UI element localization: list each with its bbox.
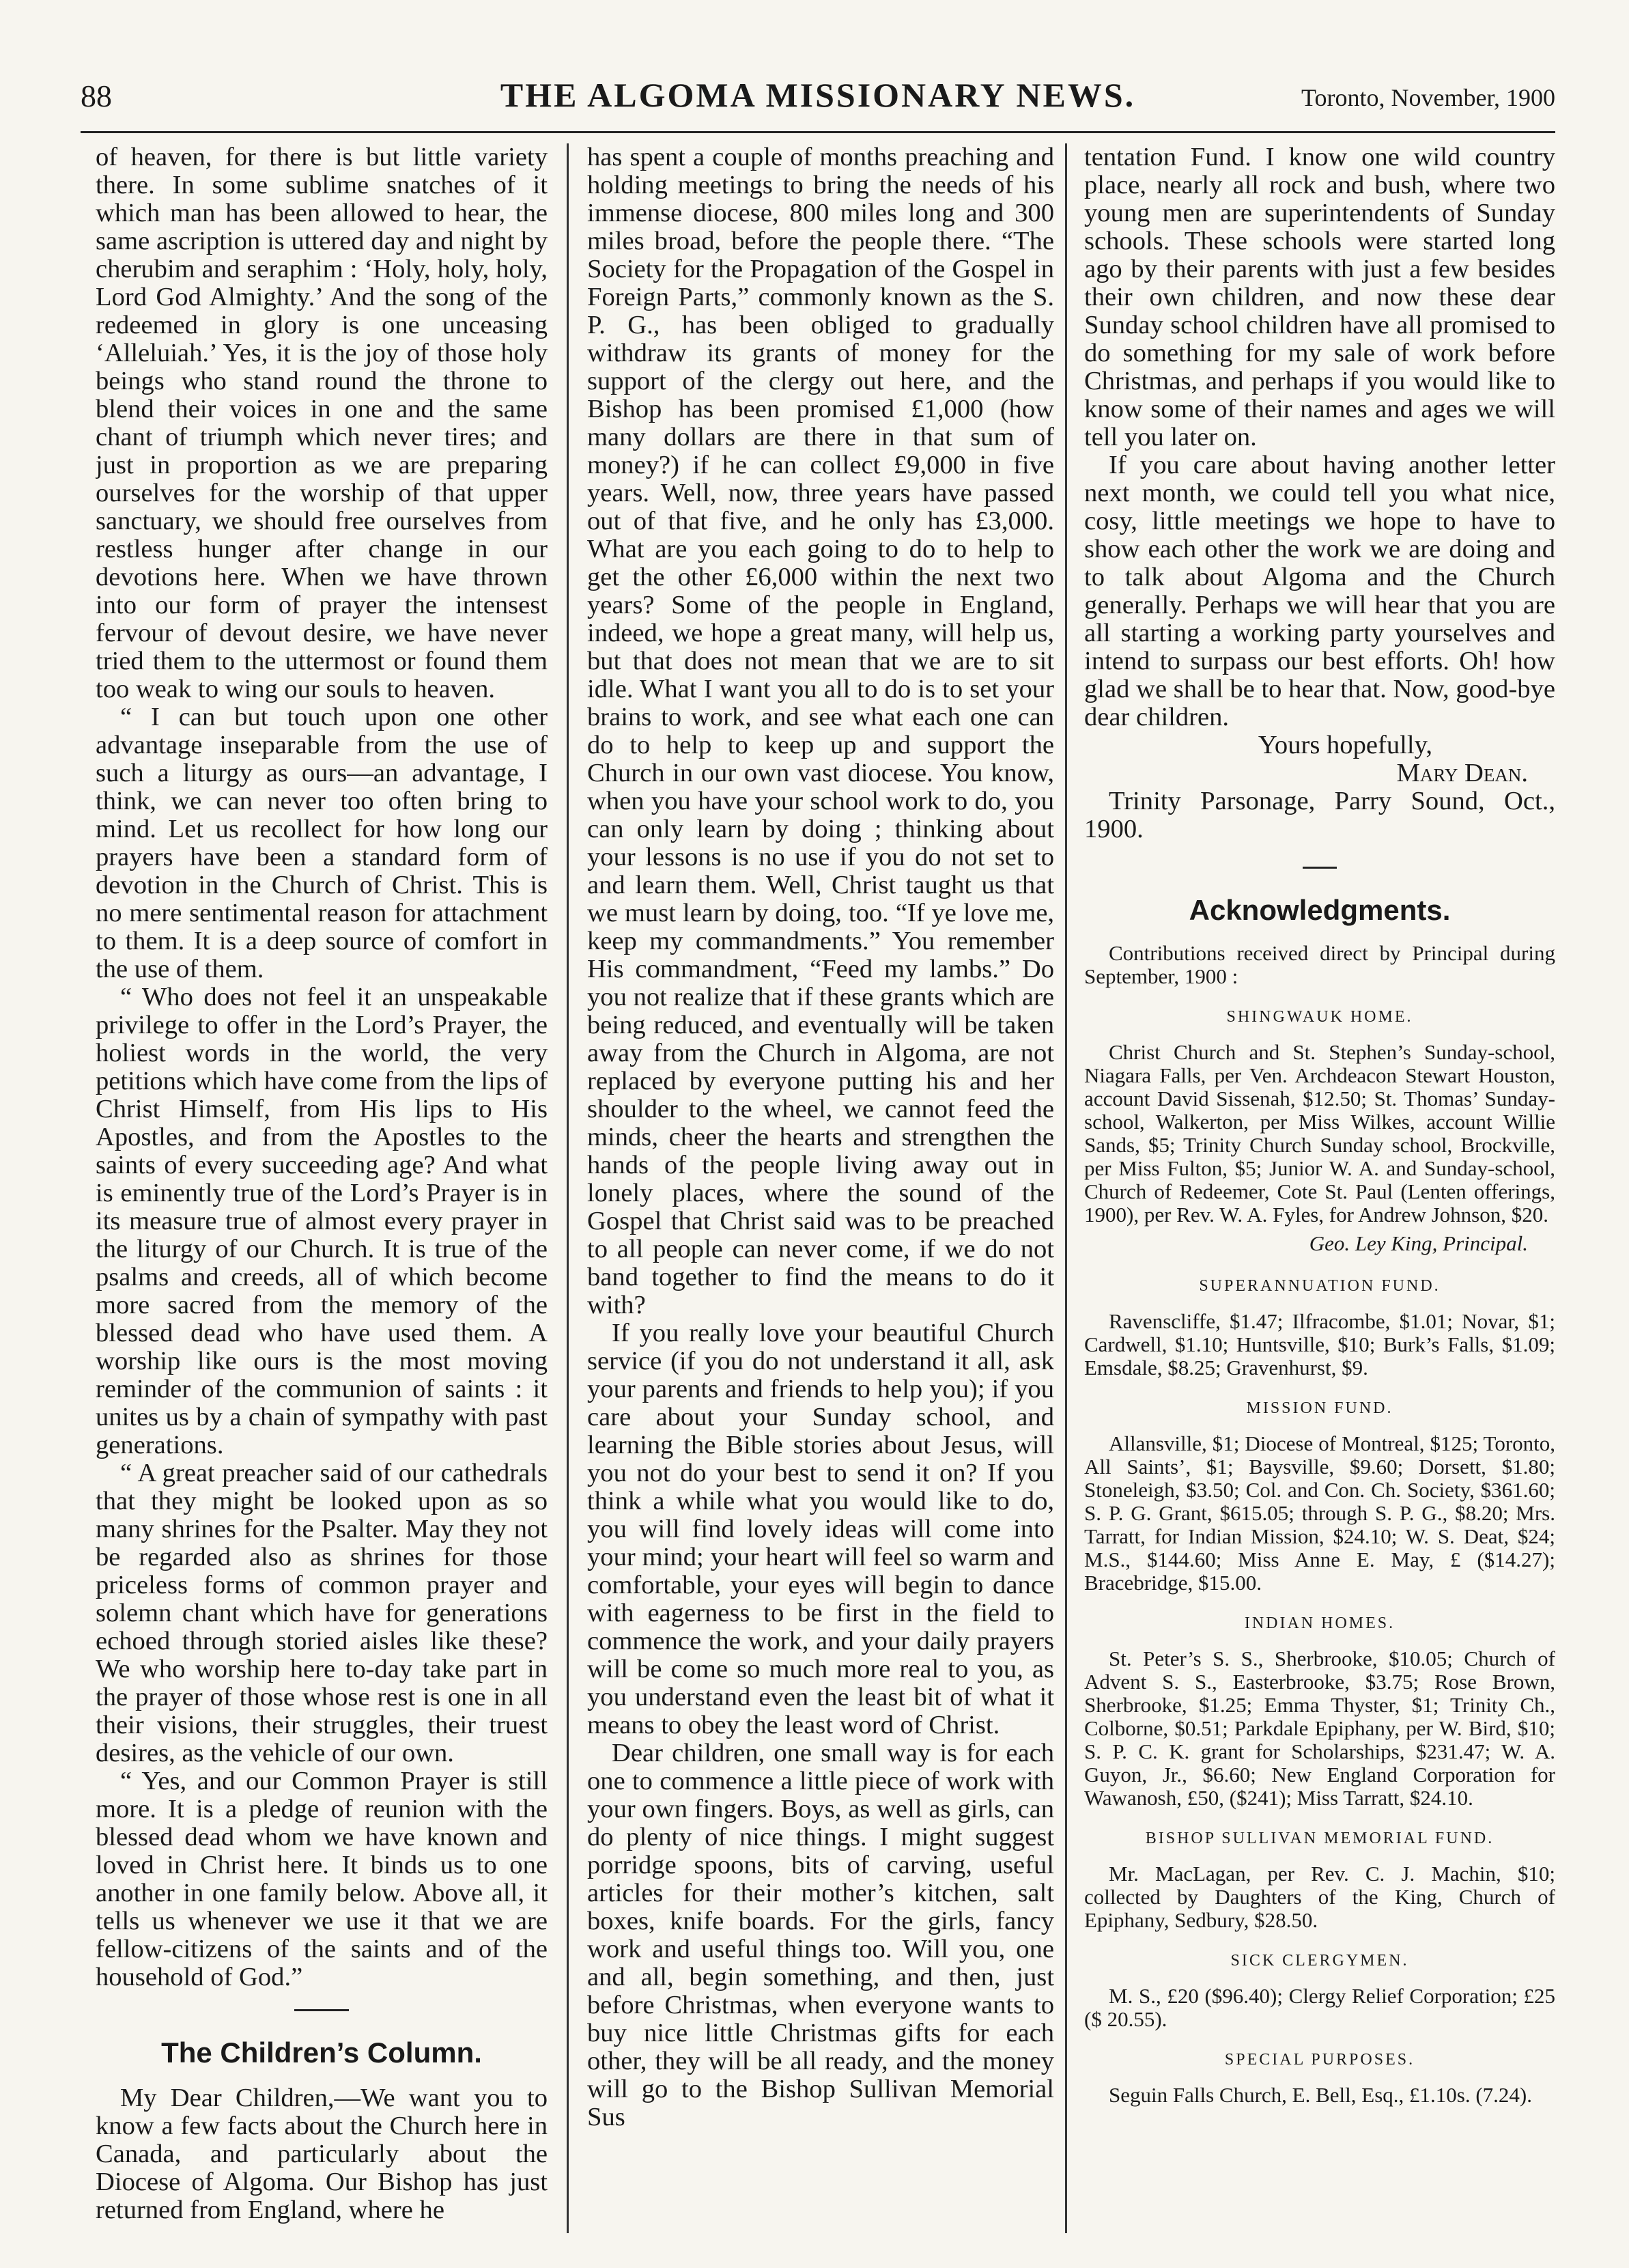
- paragraph: If you care about having another letter next month, we could tell you what nice, cosy, little meetings we hope to have to show each other the work we are doing and to talk about Algoma and the Church generally. Perhaps we will hear that you are all starting a working party yourselves and intend to surpass our best efforts. Oh! how glad we shall be to hear that. Now, good-bye dear children.: [1084, 451, 1555, 731]
- indian-homes-list: St. Peter’s S. S., Sherbrooke, $10.05; Church of Advent S. S., Easterbrooke, $3.75; Rose Brown, Sherbrooke, $1.25; Emma Thyster, $1; Trinity Ch., Colborne, $0.51; Parkdale Epiphany, per W. Bird, $10; S. P. C. K. grant for Scholarships, $231.47; W. A. Guyon, Jr., $6.60; New England Corporation for Wawanosh, £50, ($241); Miss Tarratt, $24.10.: [1084, 1647, 1555, 1810]
- principal-signature: Geo. Ley King, Principal.: [1309, 1231, 1528, 1255]
- column-3: [1084, 143, 1555, 2240]
- special-purposes-list: Seguin Falls Church, E. Bell, Esq., £1.10s. (7.24).: [1109, 2083, 1532, 2107]
- superannuation-fund-list: Ravenscliffe, $1.47; Ilfracombe, $1.01; Novar, $1; Cardwell, $1.10; Huntsville, $10; Burk’s Falls, $1.09; Emsdale, $8.25; Gravenhurst, $9.: [1084, 1309, 1555, 1380]
- paragraph: “ A great preacher said of our cathedrals that they might be looked upon as so many shrines for the Psalter. May they not be regarded also as shrines for those priceless forms of common prayer and solemn chant which have for generations echoed through storied aisles like these? We who worship here to-day take part in the prayer of those whose rest is one in all their visions, their struggles, their truest desires, as the vehicle of our own.: [96, 1459, 548, 1767]
- children-column-heading: The Children’s Column.: [161, 2036, 482, 2069]
- header-rule: [81, 131, 1555, 133]
- letter-signature: Mary Dean.: [1396, 759, 1528, 787]
- section-divider: [1303, 867, 1337, 869]
- special-purposes-heading: SPECIAL PURPOSES.: [1224, 2051, 1415, 2069]
- letter-closing: Yours hopefully,: [1258, 731, 1432, 759]
- dateline: Toronto, November, 1900: [1301, 84, 1555, 111]
- paragraph: Dear children, one small way is for each one to commence a little piece of work with your own fingers. Boys, as well as girls, can do plenty of nice things. I might suggest porridge spoons, bits of carving, useful articles for their mother’s kitchen, salt boxes, knife boards. For the girls, fancy work and useful things too. Will you, one and all, begin something, and then, just before Christmas, when everyone wants to buy nice little Christmas gifts for each other, they will be all ready, and the money will go to the Bishop Sullivan Memorial Sus: [587, 1739, 1054, 2131]
- mission-fund-heading: MISSION FUND.: [1246, 1399, 1393, 1417]
- page-header: [81, 71, 1555, 126]
- paragraph: has spent a couple of months preaching and holding meetings to bring the needs of his immense diocese, 800 miles long and 300 miles broad, before the people there. “The Society for the Propagation of the Gospel in Foreign Parts,” commonly known as the S. P. G., has been obliged to gradually withdraw its grants of money for the support of the clergy out here, and the Bishop has been promised £1,000 (how many dollars are there in that sum of money?) if he can collect £9,000 in five years. Well, now, three years have passed out of that five, and he only has £3,000. What are you each going to do to help to get the other £6,000 within the next two years? Some of the people in England, indeed, we hope a great many, will help us, but that does not mean that we are to sit idle. What I want you all to do is to set your brains to work, and see what each one can do to help to keep up and support the Church in our own vast diocese. You know, when you have your school work to do, you can only learn by doing ; thinking about your lessons is no use if you do not set to and learn them. Well, Christ taught us that we must learn by doing, too. “If ye love me, keep my commandments.” You remember His commandment, “Feed my lambs.” Do you not realize that if these grants which are being reduced, and eventually will be taken away from the Church in Algoma, are not replaced by everyone putting his and her shoulder to the wheel, we cannot feed the minds, cheer the hearts and strengthen the hands of the people living away out in lonely places, where the sound of the Gospel that Christ said was to be preached to all people can never come, if we do not band together to find the means to do it with?: [587, 143, 1054, 1319]
- page-number: 88: [81, 79, 112, 113]
- acknowledgments-intro: Contributions received direct by Principal during September, 1900 :: [1084, 941, 1555, 988]
- paragraph: “ I can but touch upon one other advantage inseparable from the use of such a liturgy as ours—an advantage, I think, we can never too often bring to mind. Let us recollect for how long our prayers have been a standard form of devotion in the Church of Christ. This is no mere sentimental reason for attachment to them. It is a deep source of comfort in the use of them.: [96, 703, 548, 983]
- paragraph: If you really love your beautiful Church service (if you do not understand it all, ask your parents and friends to help you); if you care about your Sunday school, and learning the Bible stories about Jesus, will you not do your best to send it on? If you think a while what you would like to do, you will find lovely ideas will come into your mind; your heart will feel so warm and comfortable, your eyes will begin to dance with eagerness to be first in the field to commence the work, and your daily prayers will be come so much more real to you, as you understand even the least bit of what it means to obey the least word of Christ.: [587, 1319, 1054, 1739]
- sick-clergymen-heading: SICK CLERGYMEN.: [1230, 1952, 1409, 1970]
- indian-homes-heading: INDIAN HOMES.: [1244, 1614, 1396, 1632]
- masthead-title: THE ALGOMA MISSIONARY NEWS.: [500, 76, 1136, 114]
- sick-clergymen-list: M. S., £20 ($96.40); Clergy Relief Corporation; £25 ($ 20.55).: [1084, 1984, 1555, 2031]
- superannuation-fund-heading: SUPERANNUATION FUND.: [1199, 1277, 1441, 1295]
- section-divider: [294, 2009, 349, 2011]
- column-1: [96, 143, 548, 2240]
- letter-address: Trinity Parsonage, Parry Sound, Oct., 1900.: [1084, 787, 1555, 843]
- paragraph: “ Who does not feel it an unspeakable privilege to offer in the Lord’s Prayer, the holiest words in the world, the very petitions which have come from the lips of Christ Himself, from His lips to His Apostles, and from the Apostles to the saints of every succeeding age? And what is eminently true of the Lord’s Prayer is in its measure true of almost every prayer in the liturgy of our Church. It is true of the psalms and creeds, all of which become more sacred from the memory of the blessed dead who have used them. A worship like ours is the most moving reminder of the communion of saints : it unites us by a chain of sympathy with past generations.: [96, 983, 548, 1459]
- paragraph: tentation Fund. I know one wild country place, nearly all rock and bush, where two young men are superintendents of Sunday schools. These schools were started long ago by their parents with just a few besides their own children, and now these dear Sunday school children have all promised to do something for my sale of work before Christmas, and perhaps if you would like to know some of their names and ages we will tell you later on.: [1084, 143, 1555, 451]
- shingwauk-home-heading: SHINGWAUK HOME.: [1226, 1008, 1413, 1026]
- acknowledgments-heading: Acknowledgments.: [1189, 894, 1451, 926]
- bishop-sullivan-fund-list: Mr. MacLagan, per Rev. C. J. Machin, $10; collected by Daughters of the King, Church of Epiphany, Sedbury, $28.50.: [1084, 1862, 1555, 1932]
- column-divider: [567, 143, 569, 2233]
- paragraph: of heaven, for there is but little variety there. In some sublime snatches of it which man has been allowed to hear, the same ascription is uttered day and night by cherubim and seraphim : ‘Holy, holy, holy, Lord God Almighty.’ And the song of the redeemed in glory is one unceasing ‘Alleluiah.’ Yes, it is the joy of those holy beings who stand round the throne to blend their voices in one and the same chant of triumph which never tires; and just in proportion as we are preparing ourselves for the worship of that upper sanctuary, we should free ourselves from restless hunger after change in our devotions here. When we have thrown into our form of prayer the intensest fervour of devout desire, we have never tried them to the uttermost or found them too weak to wing our souls to heaven.: [96, 143, 548, 703]
- paragraph: My Dear Children,—We want you to know a few facts about the Church here in Canada, and particularly about the Diocese of Algoma. Our Bishop has just returned from England, where he: [96, 2084, 548, 2224]
- mission-fund-list: Allansville, $1; Diocese of Montreal, $125; Toronto, All Saints’, $1; Baysville, $9.60; Dorsett, $1.80; Stoneleigh, $3.50; Col. and Con. Ch. Society, $361.60; S. P. G. Grant, $615.05; through S. P. G., $8.20; Mrs. Tarratt, for Indian Mission, $24.10; W. S. Deat, $24; M.S., $144.60; Miss Anne E. May, £ ($14.27); Bracebridge, $15.00.: [1084, 1431, 1555, 1595]
- column-divider: [1065, 143, 1067, 2233]
- paragraph: “ Yes, and our Common Prayer is still more. It is a pledge of reunion with the blessed dead whom we have known and loved in Christ here. It binds us to one another in one family below. Above all, it tells us whenever we use it that we are fellow-citizens of the saints and of the household of God.”: [96, 1767, 548, 1991]
- bishop-sullivan-fund-heading: BISHOP SULLIVAN MEMORIAL FUND.: [1145, 1830, 1495, 1847]
- shingwauk-home-list: Christ Church and St. Stephen’s Sunday-school, Niagara Falls, per Ven. Archdeacon Stewart Houston, account David Sissenah, $12.50; St. Thomas’ Sunday-school, Walkerton, per Miss Wilkes, account Willie Sands, $5; Trinity Church Sunday school, Brockville, per Miss Fulton, $5; Junior W. A. and Sunday-school, Church of Redeemer, Cote St. Paul (Lenten offerings, 1900), per Rev. W. A. Fyles, for Andrew Johnson, $20.: [1084, 1040, 1555, 1227]
- column-2: [587, 143, 1054, 2240]
